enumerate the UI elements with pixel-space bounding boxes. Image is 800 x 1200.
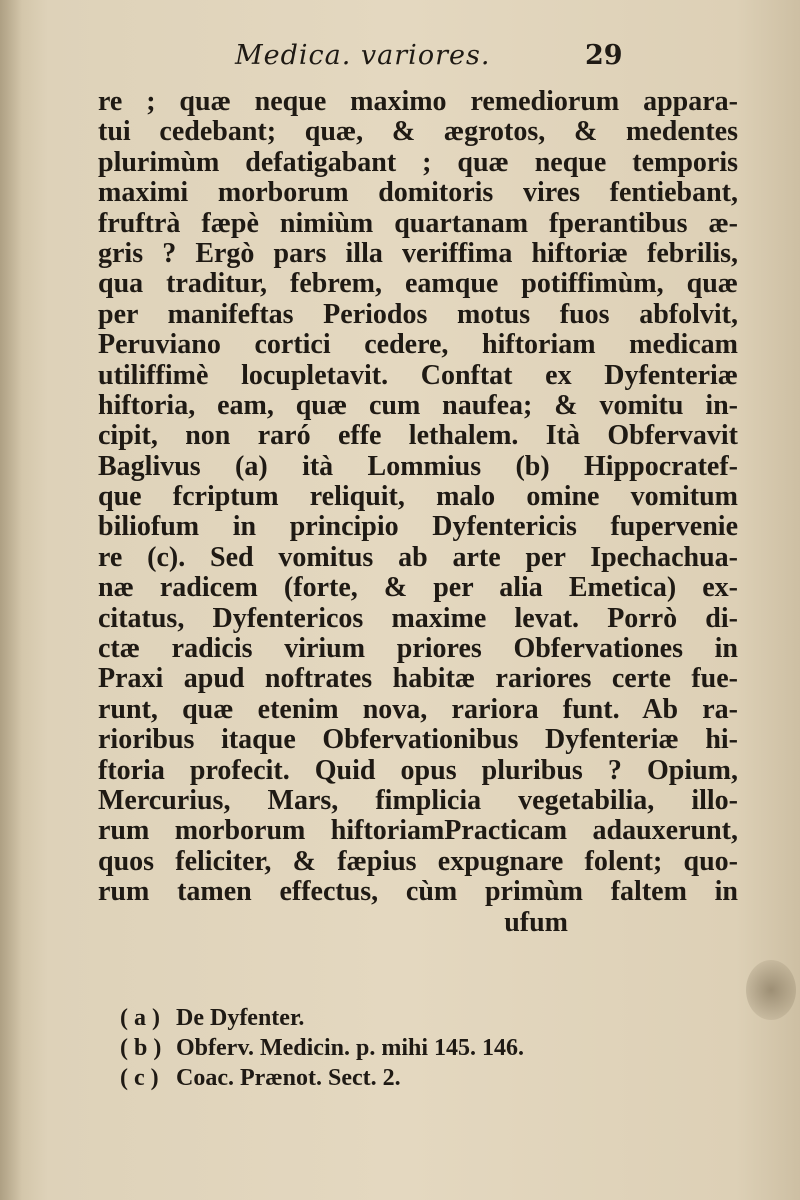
text-line: re ; quæ neque maximo remediorum appara- <box>98 86 738 117</box>
text-line: Peruviano cortici cedere, hiftoriam medicam <box>98 329 738 361</box>
text-line: rum tamen effectus, cùm primùm faltem in <box>98 876 738 908</box>
footnote-text: De Dyfenter. <box>176 1005 305 1031</box>
footnote-mark: ( c ) <box>120 1065 159 1091</box>
footnote <box>120 1003 720 1033</box>
text-line: biliofum in principio Dyfentericis fupervenie <box>98 511 738 543</box>
text-line: que fcriptum reliquit, malo omine vomitum <box>98 481 738 513</box>
paper-stain <box>746 960 796 1020</box>
text-line: plurimùm defatigabant ; quæ neque temporis <box>98 146 738 178</box>
text-line: rioribus itaque Obfervationibus Dyfenteriæ hi- <box>98 724 738 756</box>
footnote-text: Coac. Prænot. Sect. 2. <box>176 1065 401 1091</box>
page-gutter-shadow <box>0 0 22 1200</box>
text-line: fruftrà fæpè nimiùm quartanam fperantibus æ- <box>98 207 738 239</box>
text-line: qua traditur, febrem, eamque potiffimùm, quæ <box>98 268 738 300</box>
footnote-text: Obferv. Medicin. p. mihi 145. 146. <box>176 1035 524 1061</box>
text-line: Mercurius, Mars, fimplicia vegetabilia, illo- <box>98 784 738 816</box>
text-line: cipit, non raró effe lethalem. Ità Obfervavit <box>98 420 738 452</box>
text-line: ctæ radicis virium priores Obfervationes in <box>98 633 738 665</box>
text-line: maximi morborum domitoris vires fentiebant, <box>98 177 738 209</box>
text-line: gris ? Ergò pars illa veriffima hiftoriæ febrilis, <box>98 237 738 269</box>
footnotes <box>120 1003 720 1093</box>
text-line: runt, quæ etenim nova, rariora funt. Ab ra- <box>98 693 738 725</box>
running-title: Medica. variores. <box>235 40 491 71</box>
footnote-mark: ( b ) <box>120 1035 162 1061</box>
text-line: utiliffimè locupletavit. Conftat ex Dyfenteriæ <box>98 359 738 391</box>
text-line: per manifeftas Periodos motus fuos abfolvit, <box>98 298 738 330</box>
running-head <box>235 40 655 80</box>
footnote <box>120 1063 720 1093</box>
text-line: ftoria profecit. Quid opus pluribus ? Opium, <box>98 754 738 786</box>
text-line: næ radicem (forte, & per alia Emetica) ex- <box>98 572 738 604</box>
page-number: 29 <box>585 40 623 71</box>
footnote <box>120 1033 720 1063</box>
text-line: Baglivus (a) ità Lommius (b) Hippocratef- <box>98 450 738 482</box>
text-line: re (c). Sed vomitus ab arte per Ipechachua- <box>98 541 738 573</box>
text-line: quos feliciter, & fæpius expugnare folent; quo- <box>98 845 738 877</box>
text-line: rum morborum hiftoriamPracticam adauxerunt, <box>98 815 738 847</box>
text-line: tui cedebant; quæ, & ægrotos, & medentes <box>98 116 738 148</box>
text-line: citatus, Dyfentericos maxime levat. Porrò di- <box>98 602 738 634</box>
text-line: hiftoria, eam, quæ cum naufea; & vomitu in- <box>98 389 738 421</box>
body-text <box>98 87 738 938</box>
text-line: Praxi apud noftrates habitæ rariores certe fue- <box>98 663 738 695</box>
catchword: ufum <box>504 906 568 938</box>
footnote-mark: ( a ) <box>120 1005 160 1031</box>
